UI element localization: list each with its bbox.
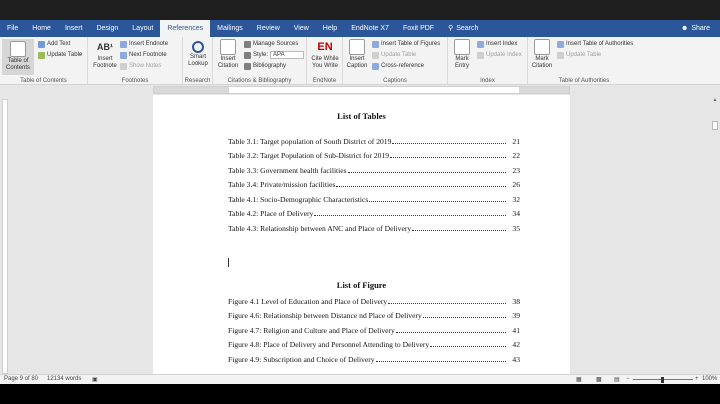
toc-entry[interactable] — [228, 204, 520, 219]
zoom-in-icon[interactable]: + — [695, 376, 699, 382]
tab-file[interactable]: File — [7, 25, 19, 32]
toc-entry-text: Table 3.4: Private/mission facilities — [228, 180, 336, 189]
authorities-icon — [557, 41, 564, 48]
toc-leader — [348, 172, 506, 173]
tab-layout[interactable]: Layout — [132, 25, 154, 32]
authorities-update-table-button[interactable]: Update Table — [557, 50, 601, 60]
toc-entry[interactable] — [228, 320, 520, 335]
scroll-thumb[interactable] — [712, 121, 718, 130]
toc-entry-text: Figure 4.9: Subscription and Choice of Delivery — [228, 354, 375, 364]
toc-entry-text: Figure 4.1 Level of Education and Place of Delivery — [228, 296, 388, 306]
index-icon — [477, 41, 484, 48]
table-of-contents-button[interactable]: Table of Contents — [2, 39, 34, 75]
smart-lookup-button[interactable]: Smart Lookup — [184, 39, 212, 68]
insert-index-button[interactable]: Insert Index — [477, 39, 517, 49]
toc-entry[interactable] — [228, 146, 520, 161]
tab-foxit-pdf[interactable]: Foxit PDF — [402, 25, 435, 32]
toc-leader — [369, 201, 506, 202]
cross-reference-icon — [372, 63, 379, 70]
mark-entry-icon — [454, 39, 470, 55]
toc-entry-text: Figure 4.6: Relationship between Distance nd Place of Delivery — [228, 311, 422, 320]
manage-sources-button[interactable]: Manage Sources — [244, 39, 298, 49]
tab-endnote-x7[interactable]: EndNote X7 — [351, 25, 389, 32]
tab-references[interactable]: References — [160, 20, 210, 37]
toc-leader — [396, 332, 506, 333]
person-icon: ☻ — [680, 25, 689, 32]
group-table-of-authorities: Mark Citation Insert Table of Authorities Update Table Table of Authorities — [528, 37, 640, 85]
toc-leader — [390, 157, 506, 158]
toc-entry-text: Table 4.1: Socio-Demographic Characteristics — [228, 194, 369, 204]
update-index-button[interactable]: Update Index — [477, 50, 522, 60]
zoom-slider-thumb[interactable] — [661, 377, 664, 383]
bottom-strip — [0, 384, 720, 404]
toc-icon — [10, 41, 26, 57]
authorities-update-icon — [557, 52, 564, 59]
zoom-out-icon[interactable]: − — [626, 376, 630, 382]
show-notes-button[interactable]: Show Notes — [120, 61, 161, 71]
read-mode-icon[interactable]: ▦ — [576, 377, 582, 383]
toc-leader — [430, 346, 506, 347]
toc-page-number: 42 — [506, 340, 520, 349]
next-footnote-icon — [120, 52, 127, 59]
bibliography-icon — [244, 63, 251, 70]
toc-leader — [392, 143, 506, 144]
search-icon: ⚲ — [448, 25, 454, 32]
print-layout-icon[interactable]: ▩ — [596, 377, 602, 383]
insert-table-of-figures-button[interactable]: Insert Table of Figures — [372, 39, 440, 49]
tab-view[interactable]: View — [293, 25, 309, 32]
toc-entry[interactable] — [228, 349, 520, 364]
style-dropdown[interactable]: APA — [270, 51, 304, 59]
group-endnote: EN Cite While You Write EndNote — [307, 37, 343, 85]
tab-design[interactable]: Design — [96, 25, 119, 32]
group-index: Mark Entry Insert Index Update Index Index — [448, 37, 528, 85]
toc-entry-text: Figure 4.7: Religion and Culture and Place of Delivery — [228, 325, 395, 335]
top-strip — [0, 0, 720, 20]
insert-caption-button[interactable]: Insert Caption — [344, 39, 370, 70]
update-index-icon — [477, 52, 484, 59]
toc-entry[interactable] — [228, 306, 520, 321]
group-table-of-contents: Table of Contents Add Text Update Table Table of Contents — [0, 37, 88, 85]
group-footnotes: AB¹ Insert Footnote Insert Endnote Next Footnote Show Notes Footnotes — [88, 37, 183, 85]
toc-entry-text: Table 4.2: Place of Delivery — [228, 209, 314, 218]
tab-insert[interactable]: Insert — [64, 25, 83, 32]
list-of-tables-heading: List of Tables — [337, 111, 386, 121]
toc-entry-text: Table 3.3: Government health facilities — [228, 165, 347, 175]
toc-leader — [314, 215, 506, 216]
list-of-figure-heading: List of Figure — [336, 280, 387, 290]
horizontal-ruler[interactable] — [0, 85, 720, 95]
citation-icon — [220, 39, 236, 55]
toc-entry[interactable] — [228, 291, 520, 306]
toc-page-number: 43 — [506, 355, 520, 364]
insert-table-of-authorities-button[interactable]: Insert Table of Authorities — [557, 39, 633, 49]
toc-entry[interactable] — [228, 175, 520, 190]
page-count[interactable]: Page 9 of 80 — [4, 376, 39, 382]
sources-icon — [244, 41, 251, 48]
toc-page-number: 26 — [506, 180, 520, 189]
toc-page-number: 41 — [506, 326, 520, 335]
insert-footnote-button[interactable]: AB¹ Insert Footnote — [90, 39, 120, 70]
next-footnote-button[interactable]: Next Footnote — [120, 50, 167, 60]
captions-update-table-button[interactable]: Update Table — [372, 50, 416, 60]
figures-icon — [372, 41, 379, 48]
toc-page-number: 38 — [506, 297, 520, 306]
word-count[interactable]: 12134 words — [47, 376, 82, 382]
mark-citation-button[interactable]: Mark Citation — [529, 39, 555, 70]
tables-list — [228, 131, 520, 233]
toc-page-number: 21 — [506, 137, 520, 146]
group-research: Smart Lookup Research — [183, 37, 213, 85]
text-cursor — [228, 258, 229, 267]
tab-review[interactable]: Review — [256, 25, 280, 32]
vertical-scrollbar[interactable] — [710, 95, 720, 374]
toc-leader — [336, 186, 506, 187]
web-layout-icon[interactable]: ▤ — [614, 377, 620, 383]
magnifier-icon — [192, 41, 204, 53]
toc-page-number: 22 — [506, 151, 520, 160]
insert-endnote-button[interactable]: Insert Endnote — [120, 39, 168, 49]
bibliography-button[interactable]: Bibliography — [244, 61, 286, 71]
menu-tabs — [0, 20, 720, 37]
add-text-button[interactable]: Add Text — [38, 39, 70, 49]
toc-entry[interactable] — [228, 189, 520, 204]
group-citations: Insert Citation Manage Sources Style: APA Bibliography Citations & Bibliography — [213, 37, 307, 85]
toc-leader — [376, 361, 506, 362]
add-text-icon — [38, 41, 45, 48]
update-icon — [372, 52, 379, 59]
figures-list — [228, 291, 520, 364]
toc-entry-text: Table 4.3: Relationship between ANC and Place of Delivery — [228, 223, 412, 233]
status-bar — [0, 374, 720, 384]
cross-reference-button[interactable]: Cross-reference — [372, 61, 424, 71]
toc-page-number: 35 — [506, 224, 520, 233]
mark-citation-icon — [534, 39, 550, 55]
toc-entry[interactable] — [228, 335, 520, 350]
vertical-ruler[interactable] — [0, 95, 10, 374]
update-table-button[interactable]: Update Table — [38, 50, 82, 60]
toc-leader — [423, 317, 506, 318]
cite-while-you-write-button[interactable]: EN Cite While You Write — [311, 41, 339, 69]
search-box[interactable]: ⚲ Search — [441, 20, 485, 37]
document-area — [10, 95, 710, 374]
group-captions: Insert Caption Insert Table of Figures Update Table Cross-reference Captions — [343, 37, 448, 85]
document-page[interactable] — [153, 95, 570, 374]
refresh-icon — [38, 52, 45, 59]
toc-page-number: 34 — [506, 209, 520, 218]
toc-entry[interactable] — [228, 131, 520, 146]
endnote-icon — [120, 41, 127, 48]
toc-page-number: 39 — [506, 311, 520, 320]
show-notes-icon — [120, 63, 127, 70]
tab-help[interactable]: Help — [322, 25, 338, 32]
endnote-badge-icon: EN — [317, 41, 333, 53]
insert-citation-button[interactable]: Insert Citation — [214, 39, 242, 70]
tab-home[interactable]: Home — [32, 25, 51, 32]
toc-entry[interactable] — [228, 218, 520, 233]
tab-mailings[interactable]: Mailings — [217, 25, 243, 32]
toc-entry-text: Table 3.2: Target Population of Sub-District for 2019 — [228, 151, 390, 160]
toc-page-number: 23 — [506, 166, 520, 175]
scroll-up-icon[interactable]: ▲ — [712, 97, 718, 103]
ribbon — [0, 37, 720, 85]
toc-entry-text: Figure 4.8: Place of Delivery and Personnel Attending to Delivery — [228, 340, 430, 349]
proofing-icon[interactable]: ▣ — [92, 377, 98, 383]
toc-entry[interactable] — [228, 160, 520, 175]
caption-icon — [349, 39, 365, 55]
footnote-icon: AB¹ — [97, 42, 113, 52]
toc-entry-text: Table 3.1: Target population of South District of 2019 — [228, 136, 392, 146]
toc-leader — [388, 303, 506, 304]
style-select[interactable]: Style: APA — [244, 50, 304, 60]
style-icon — [244, 52, 251, 59]
zoom-level[interactable]: 100% — [702, 376, 718, 382]
toc-leader — [412, 230, 506, 231]
share-button[interactable]: ☻ Share — [681, 20, 710, 37]
toc-page-number: 32 — [506, 195, 520, 204]
mark-entry-button[interactable]: Mark Entry — [449, 39, 475, 70]
